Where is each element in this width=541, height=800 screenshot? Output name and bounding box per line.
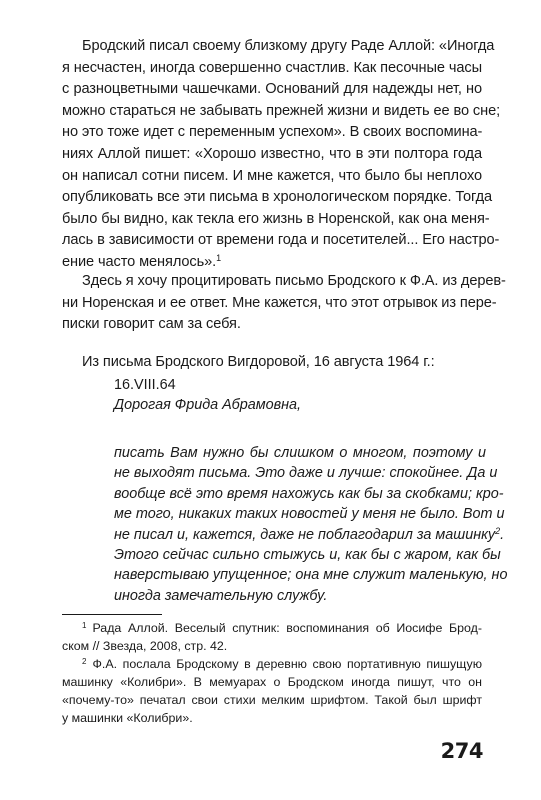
text-line: я несчастен, иногда совершенно счастлив. Как песочные часы: [62, 59, 482, 76]
letter-line: Этого сейчас сильно стыжусь и, как бы с жаром, как бы: [114, 547, 501, 564]
text-line: было бы видно, как текла его жизнь в Норенской, как она меня-: [62, 210, 490, 227]
letter-line: не писал и, кажется, даже не поблагодарил за машинку$^2$.: [114, 525, 505, 543]
letter-line: не выходят письма. Это даже и лучше: спокойнее. Да и: [114, 465, 498, 482]
text-line: Из письма Бродского Вигдоровой, 16 августа 1964 г.:: [82, 354, 435, 370]
text-line-content: ение часто менялось».: [62, 253, 217, 270]
footnote-line: ском // Звезда, 2008, стр. 42.: [62, 639, 228, 653]
footnote-ref-2: 2: [495, 525, 501, 536]
paragraph-allo-quote: [62, 36, 501, 274]
letter-line: ме того, никаких таких новостей у меня не было. Вот и: [114, 506, 505, 523]
letter-greeting: Дорогая Фрида Абрамовна,: [114, 397, 302, 414]
letter-line: наверстываю упущенное; она мне служит маленькую, но: [114, 567, 508, 584]
footnote-line: «почему-то» печатал свои стихи мелким шрифтом. Такой был шрифт: [62, 693, 482, 707]
text-line: лась в зависимости от времени года и посетителей... Его настро-: [62, 232, 500, 249]
page-number: 274: [440, 739, 483, 763]
text-line: Здесь я хочу процитировать письмо Бродского к Ф.А. из дерев-: [82, 273, 506, 289]
footnote-text: Ф.А. послала Бродскому в деревню свою портативную пишущую: [92, 657, 482, 671]
footnote-mark: 2: [82, 657, 87, 666]
text-line: опубликовать все эти письма в хронологическом порядке. Тогда: [62, 189, 493, 206]
letter-header: [114, 361, 486, 416]
footnote-1: [62, 619, 482, 637]
text-line: ни Норенская и ее ответ. Мне кажется, что этот отрывок из пере-: [62, 294, 497, 311]
text-line: можно стараться не забывать прежней жизни и видеть ее во сне;: [62, 102, 501, 119]
paragraph-intro: [62, 271, 506, 336]
letter-date: 16.VIII.64: [114, 377, 176, 393]
footnote-ref-1: 1: [216, 252, 221, 263]
letter-body: [114, 443, 508, 606]
footnote-line: машинку «Колибри». В мемуарах о Бродском иногда пишут, что он: [62, 675, 482, 689]
footnote-mark: 1: [82, 621, 87, 630]
letter-line: писать Вам нужно бы слишком о многом, поэтому и: [114, 445, 486, 461]
footnote-2: [62, 655, 482, 673]
letter-line: вообще всё это время нахожусь как бы за скобками; кро-: [114, 485, 504, 502]
text-line: он написал сотни писем. И мне кажется, что было бы неплохо: [62, 167, 482, 184]
text-line: с разноцветными чашечками. Оснований для надежды нет, но: [62, 81, 482, 98]
text-line: писки говорит сам за себя.: [62, 316, 241, 333]
letter-line: иногда замечательную службу.: [114, 587, 328, 604]
footnote-divider: [62, 614, 162, 615]
text-line: ниях Аллой пишет: «Хорошо известно, что в эти полтора года: [62, 145, 482, 162]
letter-line-content: не писал и, кажется, даже не поблагодарил за машинку: [114, 526, 496, 543]
text-line: Бродский писал своему близкому другу Раде Аллой: «Иногда: [82, 38, 495, 54]
footnote-text: Рада Аллой. Веселый спутник: воспоминания об Иосифе Брод-: [92, 621, 482, 635]
text-line: но это тоже идет с переменным успехом». В своих воспомина-: [62, 124, 483, 141]
footnotes: [62, 619, 482, 727]
footnote-line: у машинки «Колибри».: [62, 711, 193, 725]
